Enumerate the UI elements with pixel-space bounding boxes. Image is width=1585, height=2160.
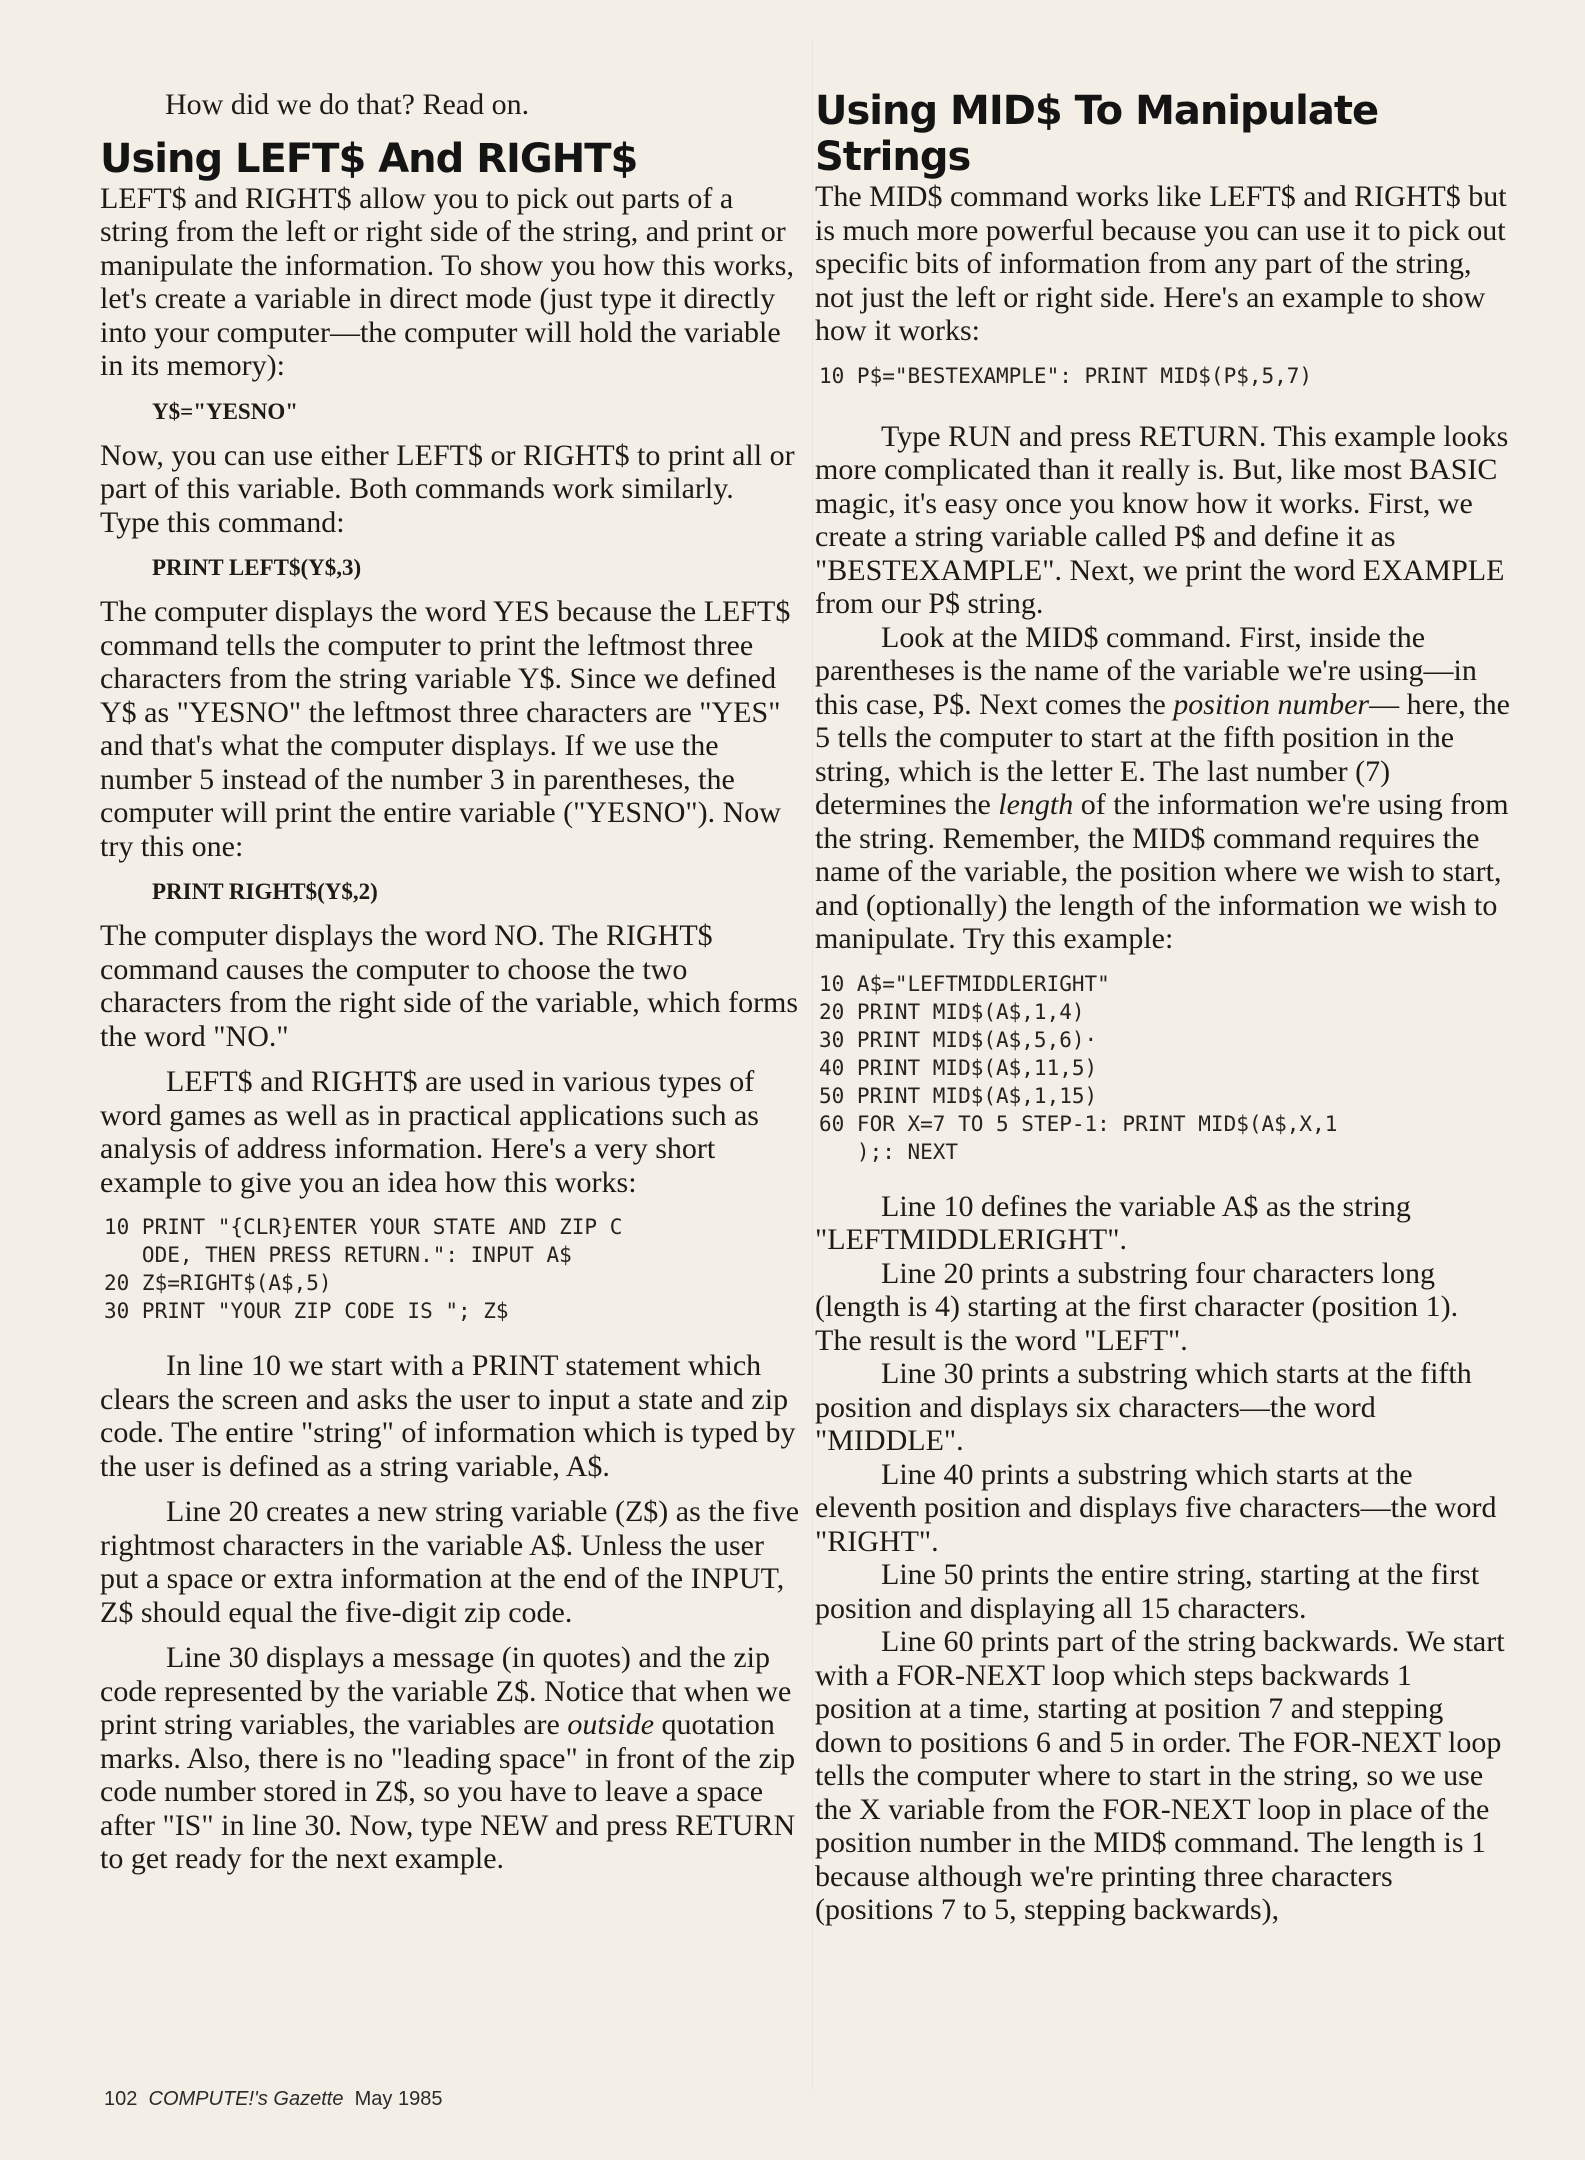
left-column — [100, 88, 800, 1876]
paragraph: Line 20 prints a substring four characters long (length is 4) starting at the first character (position 1). The result is the word "LEFT". — [815, 1256, 1459, 1357]
paragraph: Now, you can use either LEFT$ or RIGHT$ to print all or part of this variable. Both commands work similarly. Type this command: — [100, 438, 795, 539]
paragraph: In line 10 we start with a PRINT statement which clears the screen and asks the user to input a state and zip code. The entire "string" of information which is typed by the user is defined as a string variable, A$. — [100, 1349, 796, 1483]
command-example: PRINT RIGHT$(Y$,2) — [152, 879, 378, 904]
paragraph — [100, 1641, 800, 1876]
paragraph: Line 30 prints a substring which starts at the fifth position and displays six characters—the word "MIDDLE". — [815, 1357, 1472, 1457]
paragraph: The computer displays the word YES because the LEFT$ command tells the computer to print the leftmost three characters from the string variable Y$. Since we defined Y$ as "YESNO" the leftmost three characters are "YES" and that's what the computer displays. If we use the number 5 instead of the number 3 in parentheses, the computer will print the entire variable ("YESNO"). Now try this one: — [100, 595, 791, 863]
emphasis: position number — [1173, 687, 1370, 721]
paragraph-text: — here, the 5 tells the computer to start at the fifth position in the string, which is the letter E. The last number (7) determines the — [815, 687, 1510, 821]
command-example: PRINT LEFT$(Y$,3) — [152, 555, 362, 580]
page-number: 102 — [104, 2088, 138, 2110]
right-column — [815, 88, 1510, 1927]
paragraph: Line 40 prints a substring which starts at the eleventh position and displays five characters—the word "RIGHT". — [815, 1457, 1497, 1558]
paragraph: LEFT$ and RIGHT$ allow you to pick out parts of a string from the left or right side of the string, and print or manipulate the information. To show you how this works, let's create a variable in direct mode (just type it directly into your computer—the computer will hold the variable in its memory): — [100, 181, 794, 382]
command-example: Y$="YESNO" — [152, 398, 298, 424]
paragraph-text: of the information we're using from the string. Remember, the MID$ command requires the name of the variable, the position where we wish to start, and (optionally) the length of the information we wish to manipulate. Try this example: — [815, 788, 1509, 955]
publication-name: COMPUTE!'s Gazette — [148, 2088, 344, 2110]
paragraph: LEFT$ and RIGHT$ are used in various types of word games as well as in practical applications such as analysis of address information. Here's a very short example to give you an idea how this works: — [100, 1065, 759, 1199]
paragraph-text: Line 30 displays a message (in quotes) and the zip code represented by the variable Z$. Notice that when we print string variables, the variables are — [100, 1641, 792, 1741]
emphasis: outside — [567, 1708, 655, 1741]
paragraph-text: quotation marks. Also, there is no "leading space" in front of the zip code number stored in Z$, so you have to leave a space after "IS" in line 30. Now, type NEW and press RETURN to get ready for the next example. — [100, 1708, 796, 1875]
code-listing: 10 A$="LEFTMIDDLERIGHT" 20 PRINT MID$(A$,1,4) 30 PRINT MID$(A$,5,6)· 40 PRINT MID$(A$,11,5) 50 PRINT MID$(A$,1,15) 60 FOR X=7 TO 5 STEP-1: PRINT MID$(A$,X,1 );: NEXT — [819, 971, 1338, 1164]
code-listing: 10 P$="BESTEXAMPLE": PRINT MID$(P$,5,7) — [819, 363, 1313, 388]
paragraph: The MID$ command works like LEFT$ and RIGHT$ but is much more powerful because you can use it to pick out specific bits of information from any part of the string, not just the left or right side. Here's an example to show how it works: — [815, 180, 1507, 347]
intro-line: How did we do that? Read on. — [165, 88, 530, 121]
paragraph: Line 20 creates a new string variable (Z$) as the five rightmost characters in the variable A$. Unless the user put a space or extra information at the end of the INPUT, Z$ should equal the five-digit zip code. — [100, 1495, 800, 1629]
paragraph: The computer displays the word NO. The RIGHT$ command causes the computer to choose the two characters from the right side of the variable, which forms the word "NO." — [100, 919, 799, 1053]
paragraph-text: Look at the MID$ command. First, inside the parentheses is the name of the variable we're using—in this case, P$. Next comes the — [815, 620, 1477, 721]
paragraph: Line 10 defines the variable A$ as the string "LEFTMIDDLERIGHT". — [815, 1189, 1411, 1256]
page-footer — [104, 2088, 442, 2111]
emphasis: length — [998, 788, 1074, 821]
paragraph: Line 50 prints the entire string, starting at the first position and displaying all 15 characters. — [815, 1558, 1480, 1625]
code-listing: 10 PRINT "{CLR}ENTER YOUR STATE AND ZIP C ODE, THEN PRESS RETURN.": INPUT A$ 20 Z$=RIGHT$(A$,5) 30 PRINT "YOUR ZIP CODE IS "; Z$ — [104, 1215, 623, 1323]
paragraph: Line 60 prints part of the string backwards. We start with a FOR-NEXT loop which steps backwards 1 position at a time, starting at position 7 and stepping down to positions 6 and 5 in order. The FOR-NEXT loop tells the computer where to start in the string, so we use the X variable from the FOR-NEXT loop in place of the position number in the MID$ command. The length is 1 because although we're printing three characters (positions 7 to 5, stepping backwards), — [815, 1625, 1505, 1926]
column-gutter — [812, 40, 813, 2090]
paragraph: Type RUN and press RETURN. This example looks more complicated than it really is. But, like most BASIC magic, it's easy once you know how it works. First, we create a string variable called P$ and define it as "BESTEXAMPLE". Next, we print the word EXAMPLE from our P$ string. — [815, 419, 1509, 620]
issue-date: May 1985 — [354, 2088, 443, 2110]
heading-mid: Using MID$ To Manipulate Strings — [815, 88, 1379, 180]
heading-left-right: Using LEFT$ And RIGHT$ — [100, 135, 638, 182]
paragraph — [815, 621, 1510, 956]
